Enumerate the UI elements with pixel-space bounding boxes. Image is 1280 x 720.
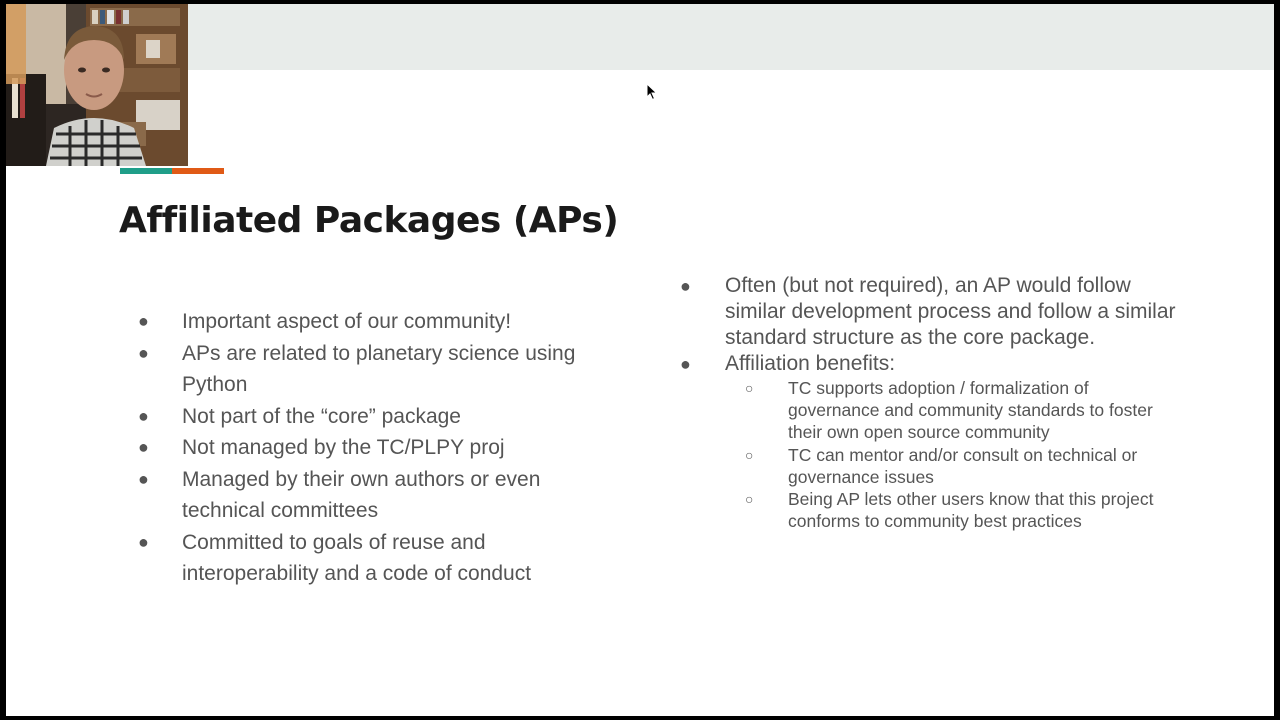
bullet-text: Important aspect of our community!	[182, 310, 512, 333]
sub-bullet-item	[725, 377, 1176, 444]
right-bullet-list	[676, 273, 1176, 532]
left-bullet-item	[132, 432, 622, 464]
slide-title: Affiliated Packages (APs)	[119, 200, 619, 241]
webcam-video	[6, 4, 188, 166]
left-bullet-item	[132, 464, 622, 527]
bullet-icon: ●	[138, 531, 149, 552]
bullet-icon: ●	[138, 405, 149, 426]
sub-bullet-list	[725, 377, 1176, 532]
sub-bullet-text: TC supports adoption / formalization of governance and community standards to foster their own open source community	[788, 378, 1153, 443]
accent-bar-teal	[120, 168, 172, 174]
title-accent-bar	[120, 168, 224, 174]
sub-bullet-item	[725, 444, 1176, 488]
sub-bullet-icon: ○	[745, 491, 754, 508]
bullet-text: Managed by their own authors or even technical committees	[182, 467, 541, 522]
bullet-icon: ●	[138, 311, 149, 331]
bullet-text: Often (but not required), an AP would follow similar development process and follow a similar standard structure as the core package.	[725, 274, 1176, 349]
sub-bullet-text: Being AP lets other users know that this project conforms to community best practices	[788, 489, 1154, 532]
sub-bullet-text: TC can mentor and/or consult on technical or governance issues	[788, 444, 1138, 487]
bullet-text: Committed to goals of reuse and interoperability and a code of conduct	[182, 530, 532, 585]
right-bullet-item	[676, 351, 1176, 532]
sub-bullet-icon: ○	[745, 380, 754, 396]
sub-bullet-item	[725, 488, 1176, 532]
left-bullet-item	[132, 306, 622, 338]
left-bullet-list	[132, 306, 622, 590]
sub-bullet-icon: ○	[745, 446, 754, 463]
bullet-icon: ●	[138, 437, 149, 457]
mouse-cursor-icon	[646, 83, 658, 101]
accent-bar-orange	[172, 168, 224, 174]
bullet-icon: ●	[138, 342, 149, 363]
bullet-icon: ●	[680, 276, 691, 296]
bullet-icon: ●	[138, 468, 149, 489]
slide-header-band	[6, 4, 1274, 70]
left-bullet-item	[132, 527, 622, 590]
right-bullet-item	[676, 273, 1176, 351]
bullet-text: Not managed by the TC/PLPY proj	[182, 436, 505, 459]
slide	[6, 4, 1274, 716]
bullet-icon: ●	[680, 354, 691, 374]
left-bullet-item	[132, 401, 622, 433]
bullet-text: APs are related to planetary science using Python	[182, 341, 576, 396]
left-bullet-item	[132, 338, 622, 401]
bullet-text: Not part of the “core” package	[182, 404, 461, 428]
bullet-text: Affiliation benefits:	[725, 352, 896, 375]
